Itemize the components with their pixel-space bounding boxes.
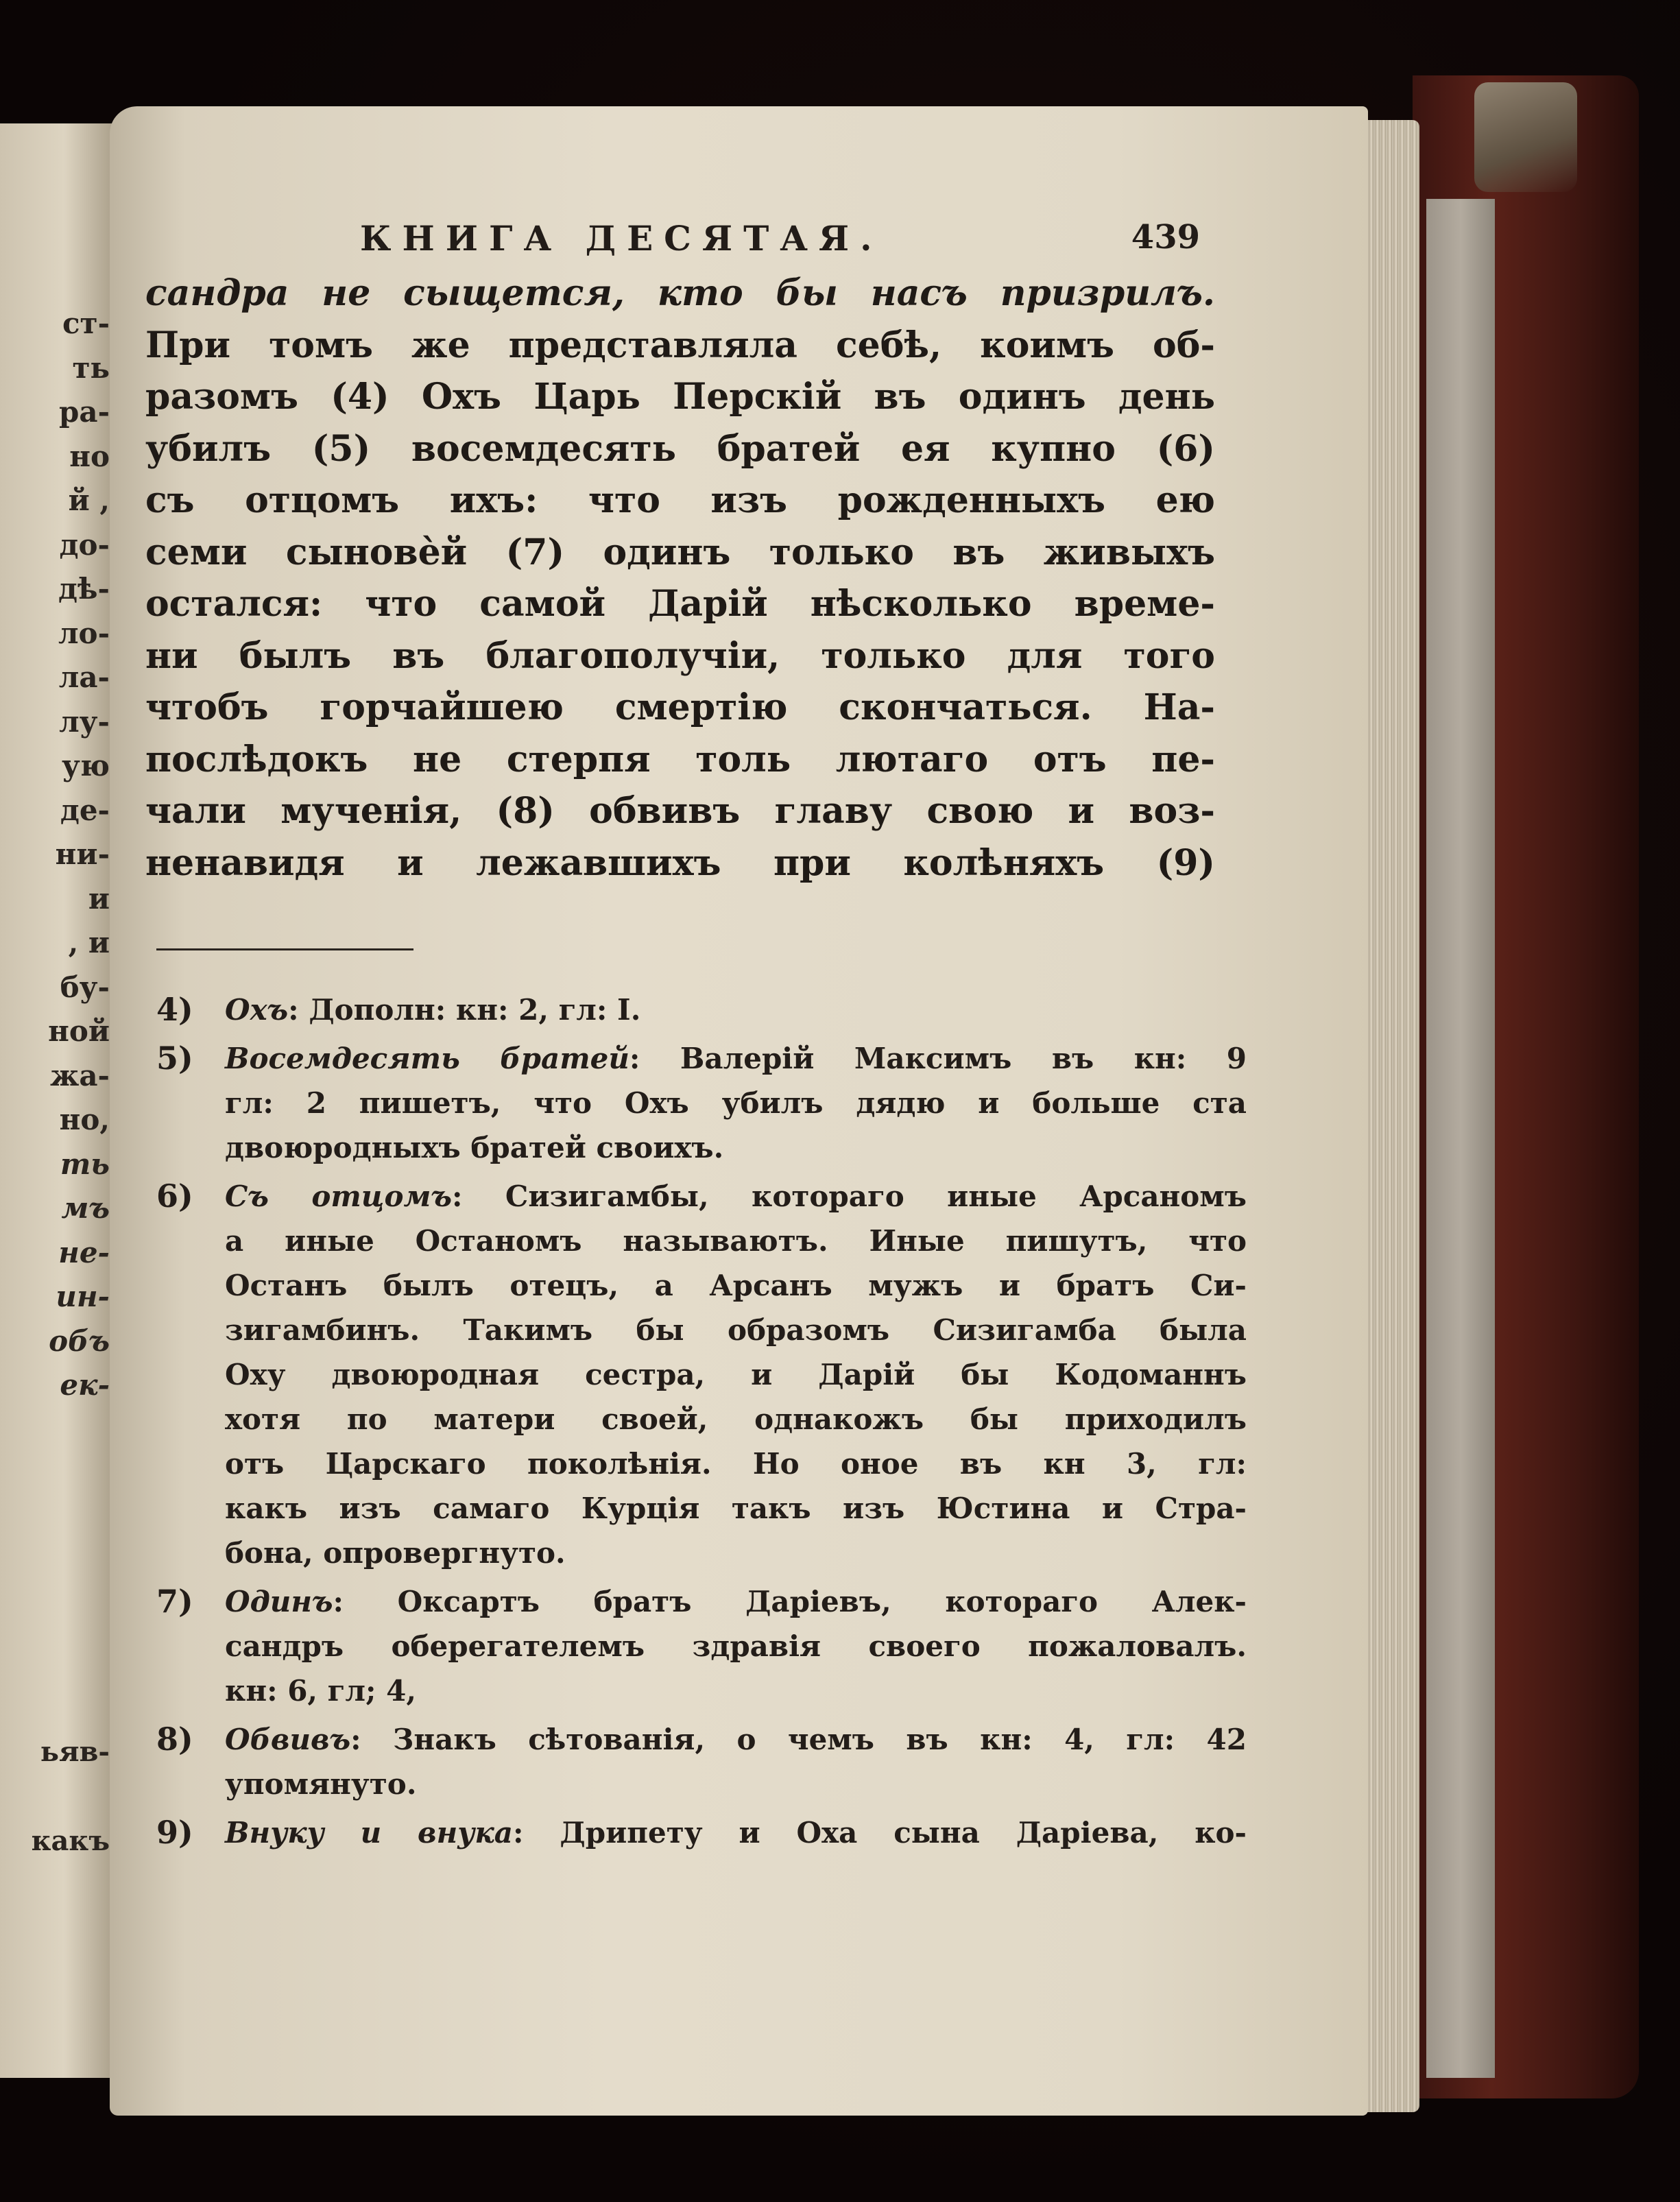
left-fragment: какъ bbox=[31, 1825, 110, 1857]
left-fragment: не- bbox=[58, 1235, 110, 1269]
footnotes bbox=[156, 988, 1247, 1859]
left-fragment: ьяв- bbox=[40, 1736, 110, 1768]
footnote-text: Оксартъ братъ Даріевъ, котораго Алек- bbox=[397, 1585, 1247, 1618]
text-line: разомъ (4) Охъ Царь Перскій въ одинъ день bbox=[145, 376, 1215, 418]
footnote-term: Восемдесять братей bbox=[225, 1042, 629, 1075]
footnote-text: Останъ былъ отецъ, а Арсанъ мужъ и братъ Си- bbox=[225, 1269, 1247, 1302]
footnote-text: гл: 2 пишетъ, что Охъ убилъ дядю и больше ста bbox=[225, 1086, 1247, 1120]
footnote-term: Внуку и внука bbox=[225, 1816, 514, 1850]
text-line: чали мученія, (8) обвивъ главу свою и воз- bbox=[145, 790, 1215, 832]
footnote-text: кн: 6, гл; 4, bbox=[225, 1674, 416, 1708]
left-fragment: , и bbox=[68, 926, 110, 959]
left-page-lower-fragments bbox=[0, 1708, 110, 1886]
footnote-text: зигамбинъ. Такимъ бы образомъ Сизигамба была bbox=[225, 1313, 1247, 1347]
left-fragment: ни- bbox=[55, 837, 110, 871]
left-fragment: но, bbox=[59, 1103, 110, 1136]
left-fragment: объ bbox=[49, 1324, 110, 1358]
left-fragment: ть bbox=[60, 1147, 110, 1181]
footnote-number: 6) bbox=[156, 1177, 193, 1214]
left-fragment: дѣ- bbox=[58, 572, 110, 606]
left-fragment: ла- bbox=[58, 660, 110, 694]
running-title: КНИГА ДЕСЯТАЯ. bbox=[360, 218, 883, 259]
footnote-text: Сизигамбы, котораго иные Арсаномъ bbox=[505, 1180, 1247, 1213]
text-line: ненавидя и лежавшихъ при колѣняхъ (9) bbox=[145, 841, 1215, 884]
page-number: 439 bbox=[1131, 218, 1200, 256]
endpaper bbox=[1426, 199, 1495, 2078]
text-line: чтобъ горчайшею смертію скончаться. На- bbox=[145, 686, 1215, 728]
footnote-text: сандръ оберегателемъ здравія своего пожаловалъ. bbox=[225, 1629, 1247, 1663]
text-line: остался: что самой Дарій нѣсколько време- bbox=[145, 583, 1215, 625]
footnote-text: а иные Останомъ называютъ. Иные пишутъ, что bbox=[225, 1224, 1247, 1258]
left-fragment: жа- bbox=[49, 1058, 110, 1092]
text-line: семи сыновѐй (7) одинъ только въ живыхъ bbox=[145, 531, 1215, 573]
left-page-fragments bbox=[0, 302, 110, 1408]
text-line: убилъ (5) восемдесять братей ея купно (6) bbox=[145, 427, 1215, 470]
footnote-5: 5) Восемдесять братей: Валерій Максимъ въ кн: 9 гл: 2 пишетъ, что Охъ убилъ дядю и больше ста двоюродныхъ братей своихъ. bbox=[156, 1036, 1247, 1170]
footnote-number: 5) bbox=[156, 1040, 193, 1077]
text-line: послѣдокъ не стерпя толь лютаго отъ пе- bbox=[145, 738, 1215, 780]
footnote-text: Знакъ сѣтованія, о чемъ въ кн: 4, гл: 42 bbox=[393, 1723, 1247, 1756]
worn-cover-corner bbox=[1474, 82, 1577, 192]
left-fragment: но bbox=[69, 439, 110, 473]
footnote-text: Дополн: кн: 2, гл: I. bbox=[309, 993, 641, 1027]
left-fragment: мъ bbox=[61, 1191, 110, 1225]
left-fragment: бу- bbox=[60, 970, 110, 1004]
left-fragment: ть bbox=[72, 350, 110, 385]
left-fragment: ин- bbox=[56, 1280, 110, 1313]
footnote-text: бона, опровергнуто. bbox=[225, 1536, 566, 1570]
main-text bbox=[145, 267, 1215, 889]
footnote-7: 7) Одинъ: Оксартъ братъ Даріевъ, котораго Алек- сандръ оберегателемъ здравія своего пожаловалъ. кн: 6, гл; 4, bbox=[156, 1579, 1247, 1713]
left-fragment: до- bbox=[59, 527, 110, 562]
left-fragment: ра- bbox=[58, 395, 110, 429]
footnote-text: Дрипету и Оха сына Даріева, ко- bbox=[560, 1816, 1247, 1850]
text-line: При томъ же представляла себѣ, коимъ об- bbox=[145, 324, 1215, 366]
footnote-text: хотя по матери своей, однакожъ бы приходилъ bbox=[225, 1402, 1247, 1436]
footnote-text: какъ изъ самаго Курція такъ изъ Юстина и Стра- bbox=[225, 1492, 1247, 1525]
footnote-text: Оху двоюродная сестра, и Дарій бы Кодоманнъ bbox=[225, 1358, 1247, 1391]
footnote-text: двоюродныхъ братей своихъ. bbox=[225, 1131, 724, 1164]
footnote-term: Одинъ bbox=[225, 1585, 333, 1618]
footnote-text: Валерій Максимъ въ кн: 9 bbox=[680, 1042, 1247, 1075]
footnote-number: 4) bbox=[156, 991, 193, 1028]
footnote-number: 9) bbox=[156, 1814, 193, 1851]
footnote-4: 4) Охъ: Дополн: кн: 2, гл: I. bbox=[156, 988, 1247, 1032]
footnote-term: Обвивъ bbox=[225, 1723, 351, 1756]
left-fragment: лу- bbox=[59, 704, 110, 739]
footnote-rule bbox=[156, 948, 413, 950]
text-line: сандра не сыщется, кто бы насъ призрилъ. bbox=[145, 272, 1215, 314]
footnote-number: 7) bbox=[156, 1583, 193, 1620]
left-fragment: ек- bbox=[60, 1368, 110, 1402]
footnote-9: 9) Внуку и внука: Дрипету и Оха сына Даріева, ко- bbox=[156, 1810, 1247, 1855]
footnote-term: Охъ bbox=[225, 993, 289, 1027]
left-fragment: ной bbox=[48, 1014, 110, 1048]
footnote-number: 8) bbox=[156, 1721, 193, 1758]
left-fragment: ую bbox=[62, 749, 110, 782]
footnote-text: упомянуто. bbox=[225, 1767, 417, 1801]
left-fragment: и bbox=[88, 881, 110, 915]
footnote-text: отъ Царскаго поколѣнія. Но оное въ кн 3, гл: bbox=[225, 1447, 1247, 1481]
page-edges bbox=[1361, 120, 1419, 2112]
page-header bbox=[360, 218, 1200, 266]
left-fragment: де- bbox=[60, 793, 110, 827]
left-fragment: ло- bbox=[58, 616, 110, 650]
footnote-term: Съ отцомъ bbox=[225, 1180, 453, 1213]
text-line: ни былъ въ благополучіи, только для того bbox=[145, 634, 1215, 677]
text-line: съ отцомъ ихъ: что изъ рожденныхъ ею bbox=[145, 479, 1215, 521]
footnote-8: 8) Обвивъ: Знакъ сѣтованія, о чемъ въ кн: 4, гл: 42 упомянуто. bbox=[156, 1717, 1247, 1806]
left-fragment: й , bbox=[68, 483, 110, 517]
footnote-6: 6) Съ отцомъ: Сизигамбы, котораго иные Арсаномъ а иные Останомъ называютъ. Иные пишутъ, что Останъ былъ отецъ, а Арсанъ мужъ и братъ Си- зигамбинъ. Такимъ бы образомъ Сизигамба была Оху двоюродная сестра, и Дарій бы Кодоманнъ хотя по матери своей, однакожъ бы приходилъ отъ Царскаго поколѣнія. Но оное въ кн 3, гл: какъ изъ самаго Курція такъ изъ Юстина и Стра- бона, опровергнуто. bbox=[156, 1174, 1247, 1575]
left-fragment: ст- bbox=[62, 307, 110, 340]
